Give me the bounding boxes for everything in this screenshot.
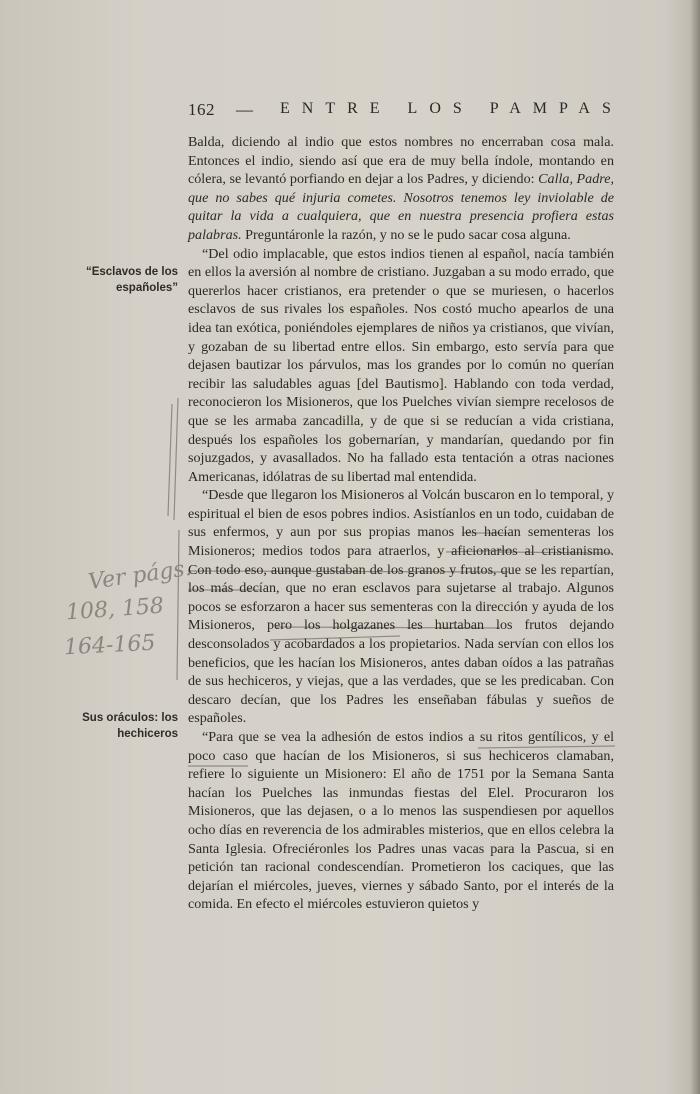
handwritten-note-line2: 108, 158	[65, 593, 165, 626]
paragraph-3: “Desde que llegaron los Misioneros al Volcán buscaron en lo temporal, y espiritual el bien de esos pobres indios. Asistíanlos en un todo, cuidaban de sus enfermos, y aun por sus propias manos les hacían sementeras los Misioneros; medios todos para atraerlos, y aficionarlos al cristianismo. Con todo eso, aunque gustaban de los granos y frutos, que se les repartían, los más decían, que no eran esclavos para sujetarse al trabajo. Algunos pocos se esforzaron a hacer sus sementeras con la dirección y ayuda de los Misioneros, pero los holgazanes les hurtaban los frutos dejando desconsolados y acobardados a los propietarios. Nada servían con ellos los beneficios, que les hacían los Misioneros, antes daban oídos a las patrañas de sus hechiceros, y viejas, que a las verdades, que se les predicaban. Con descaro decían, que los Padres les enseñaban fábulas y sueños de españoles.	[188, 487, 614, 727]
paragraph-4: “Para que se vea la adhesión de estos indios a su ritos gentílicos, y el poco caso que hacían de los Misioneros, si sus hechiceros clamaban, refiere lo siguiente un Misionero: El año de 1751 por la Semana Santa hacían los Puelches las inmundas fiestas del Elel. Procuraron los Misioneros, que las dejasen, o a lo menos las suspendiesen por aquellos ocho días en reverencia de los admirables misterios, que en ellos celebra la Santa Iglesia. Ofreciéronles los Padres unas vacas para la Pascua, si en petición tan racional condescendían. Prometieron los caciques, que las dejarían el miércoles, jueves, viernes y sábado Santo, por el interés de la comida. En efecto el miércoles estuvieron quietos y	[188, 729, 614, 913]
running-title: ENTRE LOS PAMPAS	[280, 100, 623, 117]
margin-note-esclavos: “Esclavos de los españoles”	[85, 266, 178, 294]
paragraph-1-text: Balda, diciendo al indio que estos nombres no encerraban cosa mala. Entonces el indio, siendo así que era de muy bella índole, montando en cólera, se levantó porfiando en dejar a los Padres, y diciendo:	[188, 134, 614, 188]
margin-bracket-line-3	[177, 530, 179, 680]
margin-note-oraculos: Sus oráculos: los hechiceros	[82, 712, 178, 740]
page-body-text	[188, 133, 614, 914]
paragraph-1	[188, 133, 614, 245]
margin-bracket-line-1	[174, 398, 178, 520]
handwritten-note-line1: Ver págs.	[86, 555, 194, 596]
handwritten-note-line3: 164-165	[63, 630, 156, 661]
header-dash: —	[236, 100, 254, 119]
paragraph-1-end: Preguntáronle la razón, y no se le pudo sacar cosa alguna.	[241, 226, 571, 243]
page-number: 162	[188, 100, 215, 119]
margin-bracket-line-2	[168, 404, 172, 516]
paragraph-2: “Del odio implacable, que estos indios tienen al español, nacía también en ellos la aversión al nombre de cristiano. Juzgaban a su modo errado, que quererlos hacer cristianos, era pretender o que se muriesen, o hacerlos esclavos de sus rivales los españoles. Nos costó mucho apearlos de una idea tan exótica, poniéndoles ejemplares de niños ya cristianos, que vivían, y gozaban de su libertad entre ellos. Sin embargo, esto servía para que dejasen bautizar los párvulos, mas los grandes por lo común no querían recibir las saludables aguas [del Bautismo]. Hablando con toda verdad, reconocieron los Misioneros, que los Puelches vivían siempre recelosos de que se les armaba zancadilla, y de que si se reducían a vida cristiana, después los españoles los gobernarían, y mandarían, quedando por fin sojuzgados, y avasallados. No ha fallado esta tentación a otras naciones Americanas, idólatras de su libertad mal entendida.	[188, 245, 614, 485]
paragraph-1-italic-quote: Calla, Padre, que no sabes qué injuria cometes. Nosotros tenemos ley inviolable de quitar la vida a cualquiera, que en nuestra presencia profiera estas palabras.	[188, 171, 614, 243]
